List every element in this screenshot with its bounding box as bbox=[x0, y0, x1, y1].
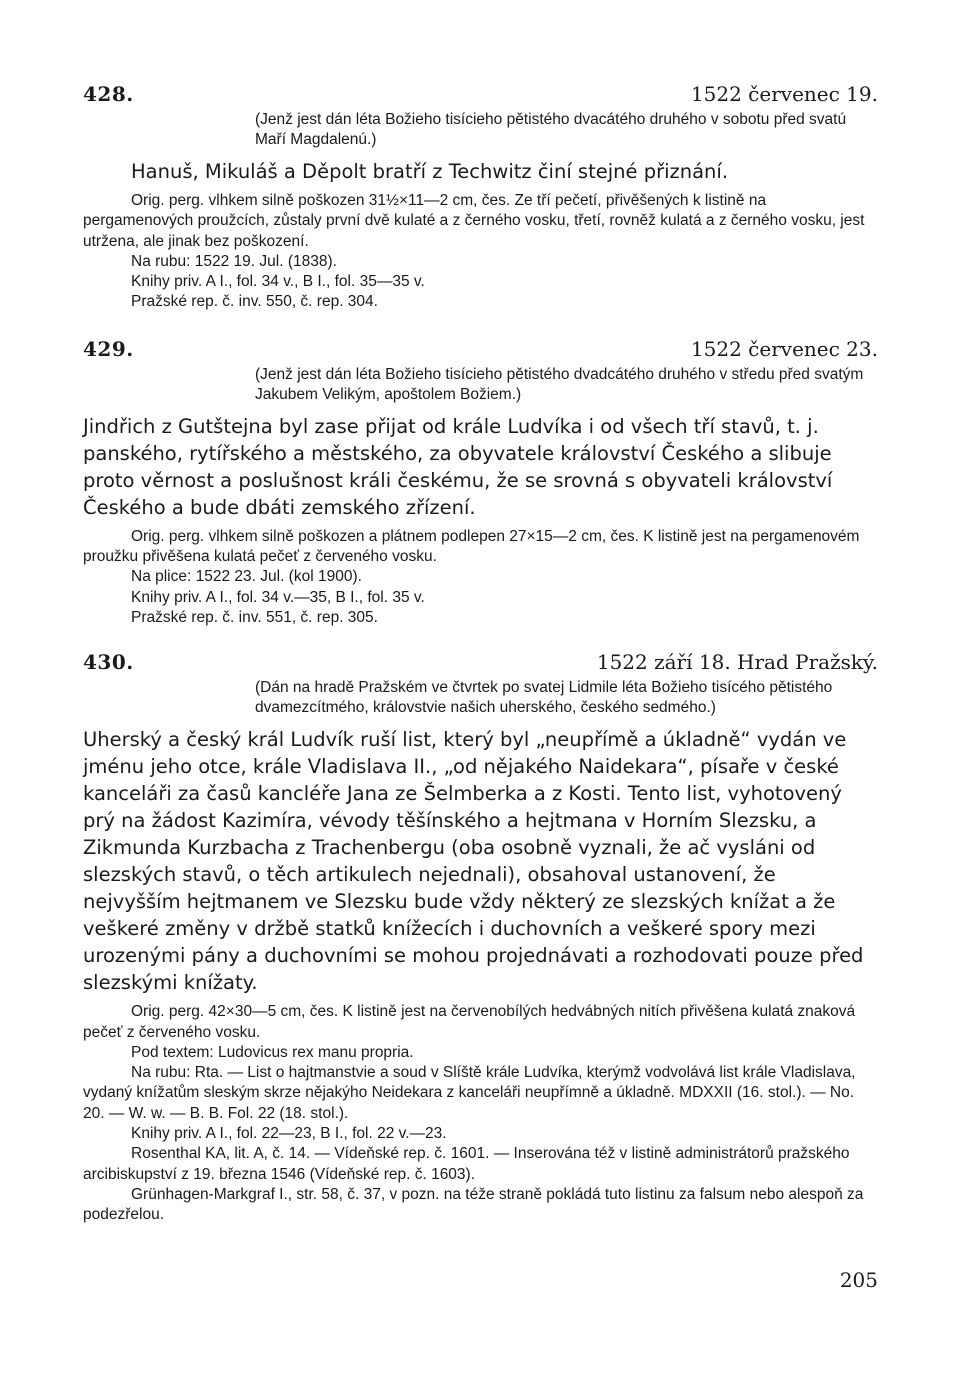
page-number: 205 bbox=[839, 1268, 878, 1292]
entry-summary: Jindřich z Gutštejna byl zase přijat od krále Ludvíka i od všech tří stavů, t. j. panského, rytířského a městského, za obyvatele království Českého a slibuje proto věrnost a poslušnost králi českému, že se srovná s obyvateli království Českého a bude dbáti zemského zřízení. bbox=[83, 414, 833, 519]
entry-dating: (Jenž jest dán léta Božieho tisícieho pětistého dvadcátého druhého v středu před svatým Jakubem Velikým, apoštolem Božiem.) bbox=[255, 365, 864, 403]
entry-date: 1522 červenec 23. bbox=[690, 336, 878, 361]
note-paragraph: Na rubu: 1522 19. Jul. (1838). bbox=[131, 252, 337, 270]
note-paragraph: Pod textem: Ludovicus rex manu propria. bbox=[131, 1043, 414, 1061]
entry-date: 1522 červenec 19. bbox=[690, 82, 878, 106]
entry-429 bbox=[83, 337, 878, 628]
entry-number: 428. bbox=[83, 82, 134, 106]
entry-summary: Uherský a český král Ludvík ruší list, který byl „neupřímě a úkladně“ vydán ve jménu jeho otce, krále Vladislava II., „od nějakého Naidekara“, písaře v české kanceláři za časů kancléře Jana ze Šelmberka a z Kosti. Tento list, vyhotovený prý na žádost Kazimíra, vévody těšínského a hejtmana v Horním Slezsku, a Zikmunda Kurzbacha z Trachenbergu (oba osobně vyznali, že ač vysláni od slezských stavů, o těch artikulech nejednali), obsahoval ustanovení, že nejvyšším hejtmanem ve Slezsku bude vždy některý ze slezských knížat a že veškeré změny v držbě statků knížecích i duchovních a veškeré spory mezi urozenými pány a duchovními se mohou projednávati a rozhodovati pouze před slezskými knížaty. bbox=[83, 728, 864, 995]
note-paragraph: Rosenthal KA, lit. A, č. 14. — Vídeňské rep. č. 1601. — Inserována též v listině administrátorů pražského arcibiskupství z 19. března 1546 (Vídeňské rep. č. 1603). bbox=[83, 1145, 850, 1183]
note-paragraph: Knihy priv. A I., fol. 34 v., B I., fol. 35—35 v. bbox=[131, 273, 425, 291]
entry-430 bbox=[83, 650, 878, 1225]
entry-number: 430. bbox=[83, 650, 134, 675]
entry-notes bbox=[83, 527, 878, 628]
note-paragraph: Pražské rep. č. inv. 551, č. rep. 305. bbox=[131, 608, 378, 626]
note-paragraph: Orig. perg. vlhkem silně poškozen a plátnem podlepen 27×15—2 cm, čes. K listině jest na pergamenovém proužku přivěšena kulatá pečeť z červeného vosku. bbox=[83, 527, 860, 566]
note-paragraph: Na rubu: Rta. — List o hajtmanstvie a soud v Slíště krále Ludvíka, kterýmž vodvolává list krále Vladislava, vydaný knížatům sleským skrze nějakýho Neidekara z kanceláři neupřímně a úkladně. MDXXII (16. stol.). — No. 20. — W. w. — B. B. Fol. 22 (18. stol.). bbox=[83, 1064, 856, 1122]
entry-dating: (Jenž jest dán léta Božieho tisícieho pětistého dvacátého druhého v sobotu před svatú Maří Magdalenú.) bbox=[255, 111, 847, 148]
note-paragraph: Orig. perg. 42×30—5 cm, čes. K listině jest na červenobílých hedvábných nitích přivěšena kulatá znaková pečeť z červeného vosku. bbox=[83, 1003, 856, 1041]
document-page bbox=[83, 82, 878, 1292]
entry-summary: Hanuš, Mikuláš a Děpolt bratří z Techwitz činí stejné přiznání. bbox=[131, 160, 729, 183]
entry-header bbox=[83, 337, 878, 361]
note-paragraph: Pražské rep. č. inv. 550, č. rep. 304. bbox=[131, 293, 378, 311]
entry-header bbox=[83, 650, 878, 674]
entry-notes bbox=[83, 191, 878, 313]
entry-428 bbox=[83, 82, 878, 313]
entry-dating: (Dán na hradě Pražském ve čtvrtek po svatej Lidmile léta Božieho tisícého pětistého dvamezcítmého, královstvie našich uherského, českého sedmého.) bbox=[255, 679, 833, 717]
entry-number: 429. bbox=[83, 336, 134, 361]
entry-header bbox=[83, 82, 878, 106]
note-paragraph: Na plice: 1522 23. Jul. (kol 1900). bbox=[131, 568, 362, 586]
note-paragraph: Knihy priv. A I., fol. 34 v.—35, B I., fol. 35 v. bbox=[131, 588, 425, 606]
entry-date: 1522 září 18. Hrad Pražský. bbox=[596, 650, 878, 675]
note-paragraph: Grünhagen-Markgraf I., str. 58, č. 37, v pozn. na téže straně pokládá tuto listinu za falsum nebo alespoň za podezřelou. bbox=[83, 1185, 864, 1224]
entry-notes bbox=[83, 1002, 878, 1225]
note-paragraph: Orig. perg. vlhkem silně poškozen 31½×11—2 cm, čes. Ze tří pečetí, přivěšených k listině na pergamenových proužcích, zůstaly první dvě kulaté a z černého vosku, třetí, rovněž kulatá a z černého vosku, jest utržena, ale jinak bez poškození. bbox=[83, 192, 865, 250]
note-paragraph: Knihy priv. A I., fol. 22—23, B I., fol. 22 v.—23. bbox=[131, 1125, 447, 1143]
